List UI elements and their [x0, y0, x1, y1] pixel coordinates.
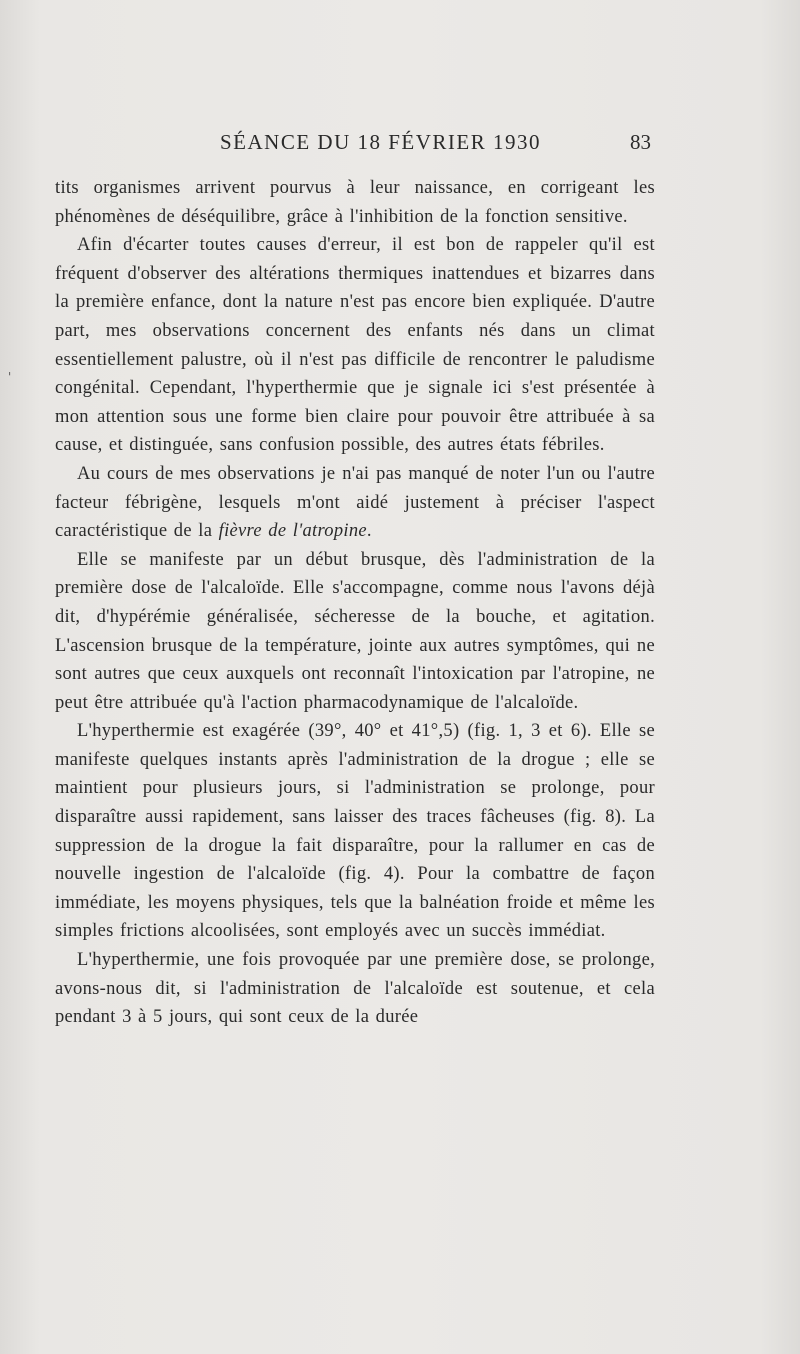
paragraph-onset: Elle se manifeste par un début brusque, dès l'administration de la première dose de l'alcaloïde. Elle s'accompagne, comme nous l'avons déjà dit, d'hypérémie généralisée, sécheresse de la bouche, et agitation. L'ascension brusque de la température, jointe aux autres symptômes, qui ne sont autres que ceux auxquels ont reconnaît l'intoxication par l'atropine, ne peut être attribuée qu'à l'action pharmacodynamique de l'alcaloïde. — [55, 549, 655, 713]
atropine-fever-term: fièvre de l'atropine — [218, 521, 367, 542]
page-header — [55, 130, 655, 160]
paragraph-continuation: tits organismes arrivent pourvus à leur naissance, en corrigeant les phénomènes de déséquilibre, grâce à l'inhibition de la fonction sensitive. — [55, 178, 655, 227]
paragraph-febrile-factors — [55, 460, 655, 546]
margin-mark: ' — [8, 370, 12, 384]
body-text — [55, 174, 655, 1032]
running-head: SÉANCE DU 18 FÉVRIER 1930 — [220, 130, 542, 154]
paragraph-duration: L'hyperthermie, une fois provoquée par une première dose, se prolonge, avons-nous dit, si l'administration de l'alcaloïde est soutenue, et cela pendant 3 à 5 jours, qui sont ceux de la durée — [55, 950, 655, 1028]
paragraph-hyperthermia: L'hyperthermie est exagérée (39°, 40° et 41°,5) (fig. 1, 3 et 6). Elle se manifeste quelques instants après l'administration de la drogue ; elle se maintient pour plusieurs jours, si l'administration se prolonge, pour disparaître aussi rapidement, sans laisser des traces fâcheuses (fig. 8). La suppression de la drogue la fait disparaître, pour la rallumer en cas de nouvelle ingestion de l'alcaloïde (fig. 4). Pour la combattre de façon immédiate, les moyens physiques, tels que la balnéation froide et même les simples frictions alcoolisées, sont employés avec un succès immédiat. — [55, 721, 655, 942]
page-number: 83 — [630, 130, 651, 154]
paragraph-febrile-factors-end: . — [366, 521, 372, 542]
paragraph-error-causes: Afin d'écarter toutes causes d'erreur, il est bon de rappeler qu'il est fréquent d'observer des altérations thermiques inattendues et bizarres dans la première enfance, dont la nature n'est pas encore bien expliquée. D'autre part, mes observations concernent des enfants nés dans un climat essentiellement palustre, où il n'est pas difficile de rencontrer le paludisme congénital. Cependant, l'hyperthermie que je signale ici s'est présentée à mon attention sous une forme bien claire pour pouvoir être attribuée à sa cause, et distinguée, sans confusion possible, des autres états fébriles. — [55, 235, 655, 456]
paragraph-febrile-factors-text: Au cours de mes observations je n'ai pas manqué de noter l'un ou l'autre facteur fébrigène, lesquels m'ont aidé justement à préciser l'aspect caractéristique de la — [55, 463, 655, 542]
